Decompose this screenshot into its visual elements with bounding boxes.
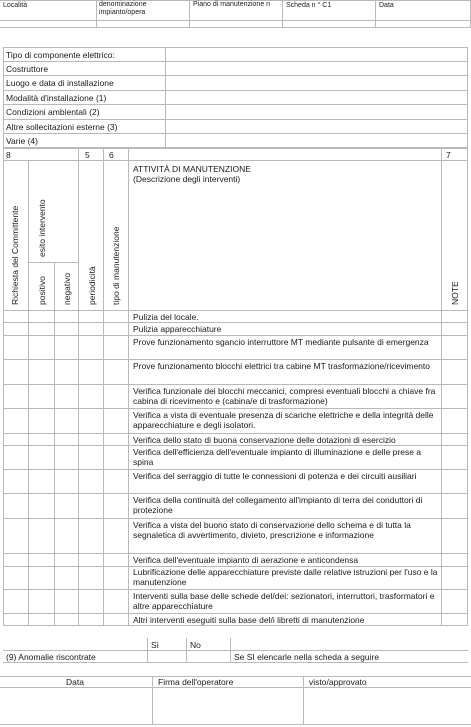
footer-data: Data [66, 677, 84, 687]
component-row-varie: Varie (4) [6, 136, 38, 146]
activity-row: Prove funzionamento sgancio interruttore MT mediante pulsante di emergenza [133, 337, 429, 347]
footer-firma: Firma dell'operatore [158, 677, 234, 687]
column-header-negativo: negativo [62, 272, 72, 305]
activity-row: Verifica a vista del buono stato di conservazione dello schema e di tutta la segnaletica di avvertimento, divieto, prescrizione e informazione [133, 520, 411, 540]
footer-visto: visto/approvato [309, 677, 367, 687]
column-header-richiesta: Richiesta del Committente [10, 205, 20, 305]
header-piano: Piano di manutenzione n [193, 1, 271, 8]
activity-row: Verifica dello stato di buona conservazione delle dotazioni di esercizio [133, 435, 396, 445]
activity-row: Altri interventi eseguiti sulla base del/i libretti di manutenzione [133, 615, 365, 625]
activity-row: Verifica funzionale dei blocchi meccanici, compresi eventuali blocchi a chiave fra cabina di ricevimento e (cabina/e di trasformazione) [133, 386, 436, 406]
column-number-7: 7 [446, 150, 451, 160]
anomalie-note: Se SI elencarle nella scheda a seguire [234, 652, 380, 662]
activity-row: Verifica a vista di eventuale presenza di scariche elettriche e della integrità delle apparecchiature e degli isolatori. [133, 410, 434, 430]
activity-row: Lubrificazione delle apparecchiature previste dalle relative istruzioni per l'uso e la manutenzione [133, 567, 438, 587]
component-row-condizioni: Condizioni ambientali (2) [6, 107, 100, 117]
component-row-modalita: Modalità d'installazione (1) [6, 93, 107, 103]
component-row-luogo: Luogo e data di installazione [6, 78, 114, 88]
activity-row: Pulizia apparecchiature [133, 324, 222, 334]
column-number-6: 6 [109, 150, 114, 160]
column-header-positivo: positivo [37, 276, 47, 305]
column-header-tipo: tipo di manutenzione [111, 226, 121, 305]
column-header-esito: esito intervento [37, 199, 47, 257]
column-number-5: 5 [85, 150, 90, 160]
anomalie-label: (9) Anomalie riscontrate [6, 652, 96, 662]
activity-row: Verifica dell'eventuale impianto di aerazione e anticondensa [133, 555, 359, 565]
column-number-8: 8 [6, 150, 11, 160]
column-header-note: NOTE [450, 281, 460, 305]
anomalie-no: No [190, 640, 201, 650]
header-scheda: Scheda n ° C1 [286, 2, 332, 9]
activity-row: Pulizia del locale. [133, 312, 199, 322]
column-header-periodicita: periodicità [87, 266, 97, 305]
component-row-sollecitazioni: Altre sollecitazioni esterne (3) [6, 122, 118, 132]
activity-row: Verifica del serraggio di tutte le connessioni di potenza e dei circuiti ausiliari [133, 471, 417, 481]
component-row-costruttore: Costruttore [6, 64, 49, 74]
component-row-tipo: Tipo di componente elettrico: [6, 50, 115, 60]
activity-row: Interventi sulla base delle schede del/dei: sezionatori, interruttori, trasformatori e altre apparecchiature [133, 591, 435, 611]
anomalie-si: Sì [151, 640, 160, 650]
attivita-title: ATTIVITÀ DI MANUTENZIONE [133, 164, 251, 174]
activity-row: Verifica della continuità del collegamento all'impianto di terra dei conduttori di protezione [133, 495, 423, 515]
activity-row: Verifica dell'efficienza dell'eventuale impianto di illuminazione e delle prese a spina [133, 447, 422, 467]
header-data: Data [379, 2, 394, 9]
activity-row: Prove funzionamento blocchi elettrici tra cabine MT trasformazione/ricevimento [133, 361, 431, 371]
attivita-subtitle: (Descrizione degli interventi) [133, 174, 241, 184]
header-localita: Località [3, 2, 28, 9]
header-denominazione: denominazione impianto/opera [99, 1, 147, 16]
